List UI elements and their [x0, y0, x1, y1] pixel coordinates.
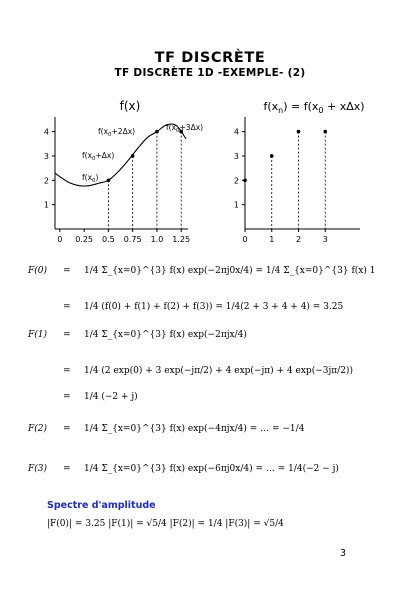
chart-fxn: [232, 92, 372, 252]
sample-point: [323, 130, 327, 134]
page-number: 3: [340, 548, 347, 559]
x-tick-label: 1.0: [150, 235, 164, 244]
x-tick-label: 0.75: [123, 235, 142, 244]
eq-rhs: 1/4 Σ_{x=0}^{3} f(x) exp(−2πjx/4): [84, 330, 247, 340]
x-tick-label: 3: [322, 235, 328, 244]
annotation-f-x0: $f(x_0)$: [82, 173, 99, 184]
page-subtitle: TF DISCRÈTE 1D -EXEMPLE- (2): [114, 67, 306, 79]
x-tick-label: 0: [242, 235, 248, 244]
eq-lhs: F(1): [28, 330, 47, 340]
x-tick-label: 1: [269, 235, 275, 244]
eq-lhs: F(0): [28, 266, 47, 276]
y-tick-label: 3: [233, 151, 239, 161]
eq-rhs: 1/4 Σ_{x=0}^{3} f(x) exp(−4πjx/4) = … = −1/4: [84, 424, 305, 434]
eq-sign: =: [63, 330, 71, 340]
y-tick-label: 1: [233, 200, 239, 210]
eq-sign: =: [63, 464, 71, 474]
sample-point: [297, 130, 301, 134]
y-tick-label: 1: [43, 200, 49, 210]
eq-sign: =: [63, 366, 71, 376]
eq-sign: =: [63, 302, 71, 312]
eq-rhs: 1/4 (f(0) + f(1) + f(2) + f(3)) = 1/4(2 + 3 + 4 + 4) = 3.25: [84, 302, 344, 312]
y-tick-label: 2: [43, 176, 49, 186]
eq-sign: =: [63, 266, 71, 276]
y-tick-label: 2: [233, 176, 239, 186]
x-tick-label: 2: [295, 235, 302, 244]
x-tick-label: 1.25: [172, 235, 191, 244]
y-tick-label: 4: [233, 127, 239, 137]
x-tick-label: 0: [57, 235, 63, 244]
eq-rhs: 1/4 (2 exp(0) + 3 exp(−jπ/2) + 4 exp(−jπ) + 4 exp(−3jπ/2)): [84, 366, 353, 376]
sample-point: [243, 179, 247, 183]
eq-lhs: F(3): [28, 464, 47, 474]
chart-fxn-title: $f(x_n) = f(x_0 + x\Delta x)$: [263, 100, 365, 115]
sample-point: [155, 130, 159, 134]
page-title: TF DISCRÈTE: [154, 50, 266, 66]
annotation-f-x0-dx: $f(x_0+\Delta x)$: [82, 151, 115, 162]
chart-fx: [40, 92, 204, 252]
y-tick-label: 3: [43, 151, 49, 161]
y-tick-label: 4: [43, 127, 49, 137]
annotation-f-x0-2dx: $f(x_0+2\Delta x)$: [98, 127, 136, 138]
sample-point: [131, 154, 135, 158]
eq-rhs: 1/4 Σ_{x=0}^{3} f(x) exp(−2πj0x/4) = 1/4 Σ_{x=0}^{3} f(x) 1: [84, 266, 376, 276]
spectrum-values: |F(0)| = 3.25 |F(1)| = √5/4 |F(2)| = 1/4 |F(3)| = √5/4: [47, 519, 284, 529]
annotation-f-x0-3dx: $f(x_0+3\Delta x)$: [166, 123, 204, 134]
eq-rhs: 1/4 Σ_{x=0}^{3} f(x) exp(−6πj0x/4) = … = 1/4(−2 − j): [84, 464, 339, 474]
x-tick-label: 0.25: [75, 235, 94, 244]
eq-sign: =: [63, 424, 71, 434]
eq-sign: =: [63, 392, 71, 402]
chart-fx-title: f(x): [119, 99, 141, 113]
sample-point: [270, 154, 274, 158]
eq-rhs: 1/4 (−2 + j): [84, 392, 138, 402]
x-tick-label: 0.5: [102, 235, 115, 244]
sample-point: [107, 179, 111, 183]
eq-lhs: F(2): [28, 424, 47, 434]
spectrum-heading: Spectre d'amplitude: [47, 500, 156, 511]
